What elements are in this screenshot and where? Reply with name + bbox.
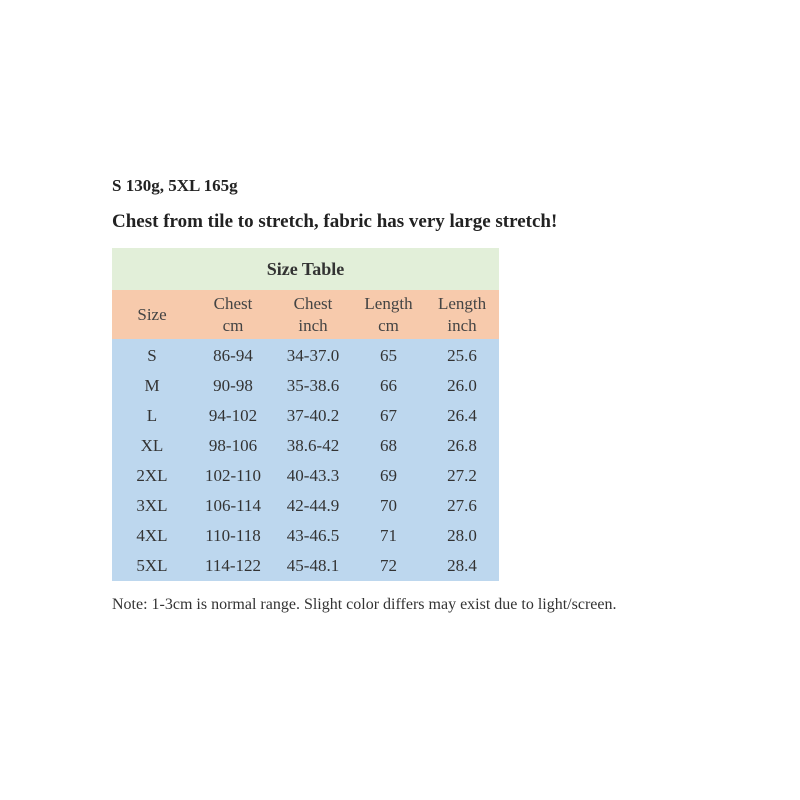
cell-length-inch: 26.4 — [425, 401, 499, 431]
size-table — [112, 248, 499, 581]
cell-chest-inch: 35-38.6 — [274, 371, 352, 401]
header-length-cm-line2: cm — [378, 315, 399, 335]
cell-chest-inch: 45-48.1 — [274, 551, 352, 581]
cell-length-inch: 26.8 — [425, 431, 499, 461]
cell-chest-cm: 106-114 — [192, 491, 274, 521]
size-table-header-row — [112, 290, 499, 339]
header-length-inch-line1: Length — [437, 293, 487, 313]
cell-length-inch: 27.2 — [425, 461, 499, 491]
cell-size: S — [112, 339, 192, 371]
cell-length-cm: 66 — [352, 371, 425, 401]
cell-length-cm: 71 — [352, 521, 425, 551]
header-length-inch-line2: inch — [447, 315, 477, 335]
header-chest-cm-line2: cm — [222, 315, 244, 335]
cell-chest-cm: 110-118 — [192, 521, 274, 551]
cell-chest-inch: 38.6-42 — [274, 431, 352, 461]
header-length-cm — [352, 290, 425, 339]
size-table-title: Size Table — [112, 248, 499, 290]
cell-length-cm: 65 — [352, 339, 425, 371]
header-size-label: Size — [137, 304, 167, 324]
cell-size: 3XL — [112, 491, 192, 521]
cell-length-inch: 28.0 — [425, 521, 499, 551]
cell-chest-cm: 90-98 — [192, 371, 274, 401]
cell-length-cm: 67 — [352, 401, 425, 431]
note-text: Note: 1-3cm is normal range. Slight color differs may exist due to light/screen. — [112, 596, 617, 613]
cell-chest-inch: 43-46.5 — [274, 521, 352, 551]
cell-chest-cm: 102-110 — [192, 461, 274, 491]
table-row — [112, 461, 499, 491]
table-row — [112, 339, 499, 371]
cell-size: 5XL — [112, 551, 192, 581]
cell-size: L — [112, 401, 192, 431]
header-length-cm-line1: Length — [364, 293, 413, 313]
header-chest-inch-line1: Chest — [293, 293, 333, 313]
cell-chest-inch: 40-43.3 — [274, 461, 352, 491]
cell-chest-cm: 94-102 — [192, 401, 274, 431]
cell-chest-cm: 114-122 — [192, 551, 274, 581]
cell-length-cm: 70 — [352, 491, 425, 521]
cell-chest-cm: 86-94 — [192, 339, 274, 371]
size-table-title-row — [112, 248, 499, 290]
header-chest-inch-line2: inch — [298, 315, 328, 335]
header-chest-cm-line1: Chest — [213, 293, 253, 313]
cell-length-cm: 69 — [352, 461, 425, 491]
cell-length-cm: 68 — [352, 431, 425, 461]
header-length-inch — [425, 290, 499, 339]
cell-length-cm: 72 — [352, 551, 425, 581]
cell-length-inch: 25.6 — [425, 339, 499, 371]
table-row — [112, 431, 499, 461]
table-row — [112, 401, 499, 431]
stretch-info: Chest from tile to stretch, fabric has very large stretch! — [112, 211, 558, 232]
cell-chest-cm: 98-106 — [192, 431, 274, 461]
weight-info: S 130g, 5XL 165g — [112, 176, 238, 195]
cell-size: 2XL — [112, 461, 192, 491]
cell-size: 4XL — [112, 521, 192, 551]
table-row — [112, 521, 499, 551]
header-chest-cm — [192, 290, 274, 339]
table-row — [112, 371, 499, 401]
cell-chest-inch: 37-40.2 — [274, 401, 352, 431]
cell-chest-inch: 42-44.9 — [274, 491, 352, 521]
cell-length-inch: 28.4 — [425, 551, 499, 581]
cell-size: XL — [112, 431, 192, 461]
header-chest-inch — [274, 290, 352, 339]
table-row — [112, 491, 499, 521]
cell-length-inch: 26.0 — [425, 371, 499, 401]
table-row — [112, 551, 499, 581]
header-size — [112, 290, 192, 339]
cell-length-inch: 27.6 — [425, 491, 499, 521]
cell-size: M — [112, 371, 192, 401]
cell-chest-inch: 34-37.0 — [274, 339, 352, 371]
